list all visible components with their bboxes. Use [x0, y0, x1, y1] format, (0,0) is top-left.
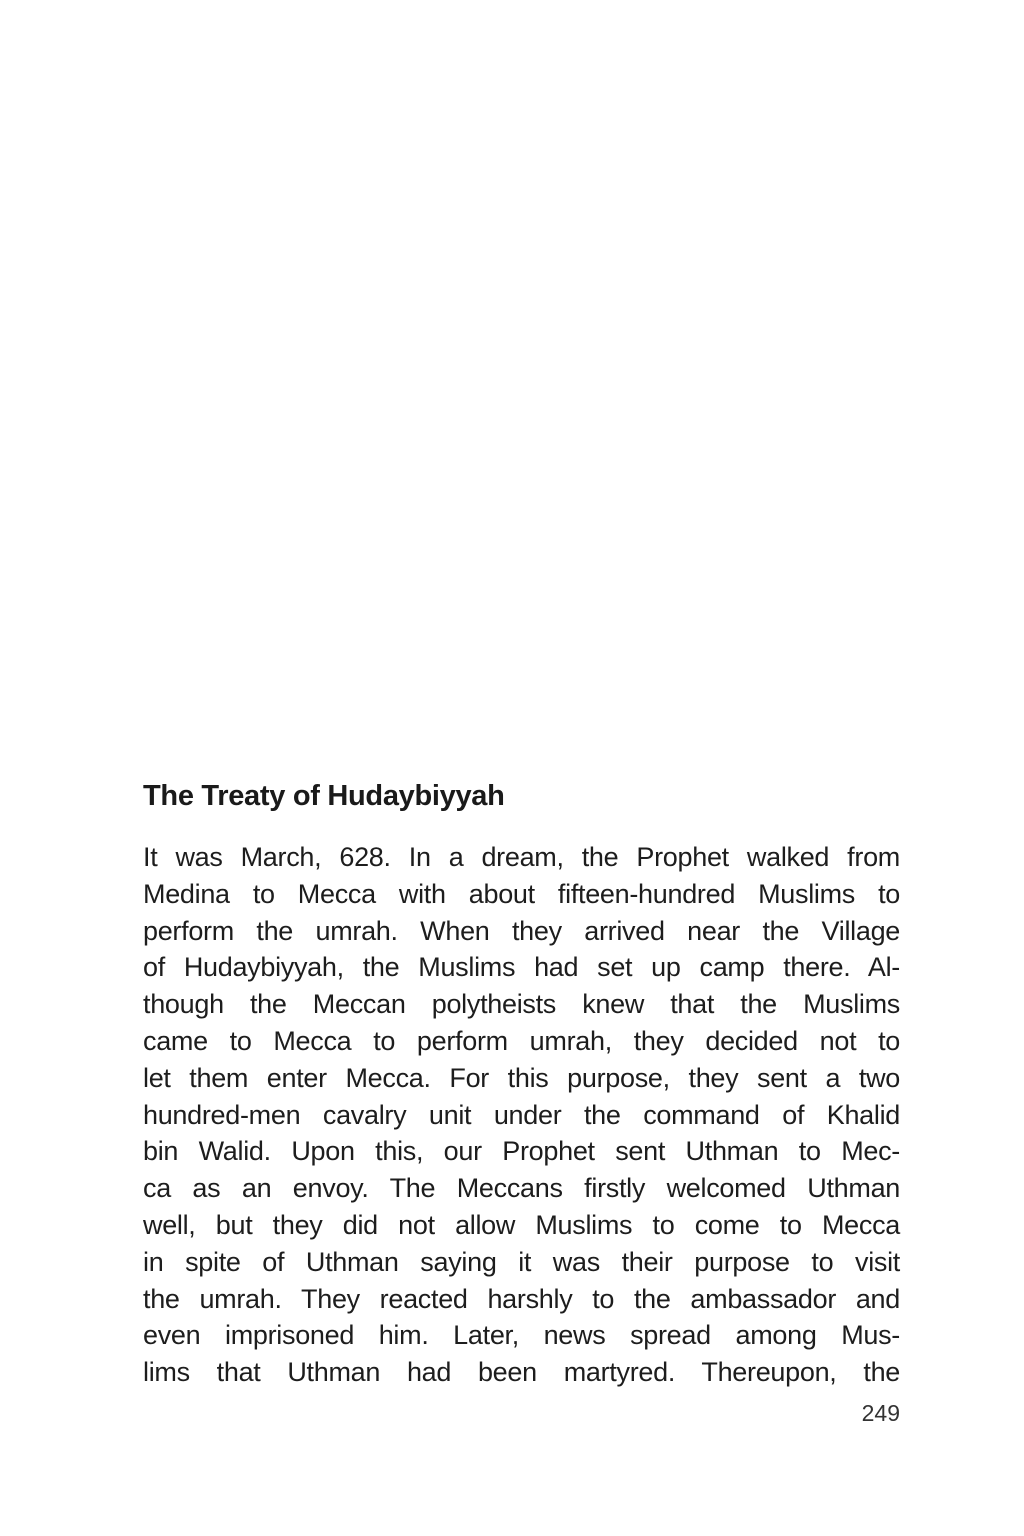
paragraph-line: though the Meccan polytheists knew that the Muslims: [143, 989, 900, 1020]
paragraph-line: hundred-men cavalry unit under the command of Khalid: [143, 1099, 900, 1130]
paragraph-line: It was March, 628. In a dream, the Prophet walked from: [143, 842, 900, 872]
paragraph-line: Medina to Mecca with about fifteen-hundred Muslims to: [143, 878, 900, 909]
paragraph-line: in spite of Uthman saying it was their purpose to visit: [143, 1246, 900, 1277]
paragraph-line: even imprisoned him. Later, news spread among Mus-: [143, 1320, 900, 1351]
paragraph-line: perform the umrah. When they arrived near the Village: [143, 915, 900, 946]
body-paragraph: [143, 839, 900, 1391]
paragraph-line: ca as an envoy. The Meccans firstly welcomed Uthman: [143, 1173, 900, 1204]
paragraph-line: bin Walid. Upon this, our Prophet sent Uthman to Mec-: [143, 1136, 900, 1167]
paragraph-line: the umrah. They reacted harshly to the ambassador and: [143, 1283, 900, 1314]
paragraph-line: lims that Uthman had been martyred. Thereupon, the: [143, 1357, 900, 1388]
paragraph-line: let them enter Mecca. For this purpose, they sent a two: [143, 1062, 900, 1093]
page-number: 249: [861, 1400, 900, 1426]
paragraph-line: came to Mecca to perform umrah, they decided not to: [143, 1025, 900, 1056]
page-content: [143, 781, 900, 1391]
paragraph-line: of Hudaybiyyah, the Muslims had set up camp there. Al-: [143, 952, 900, 983]
section-heading: The Treaty of Hudaybiyyah: [143, 780, 505, 812]
paragraph-line: well, but they did not allow Muslims to come to Mecca: [143, 1209, 900, 1240]
